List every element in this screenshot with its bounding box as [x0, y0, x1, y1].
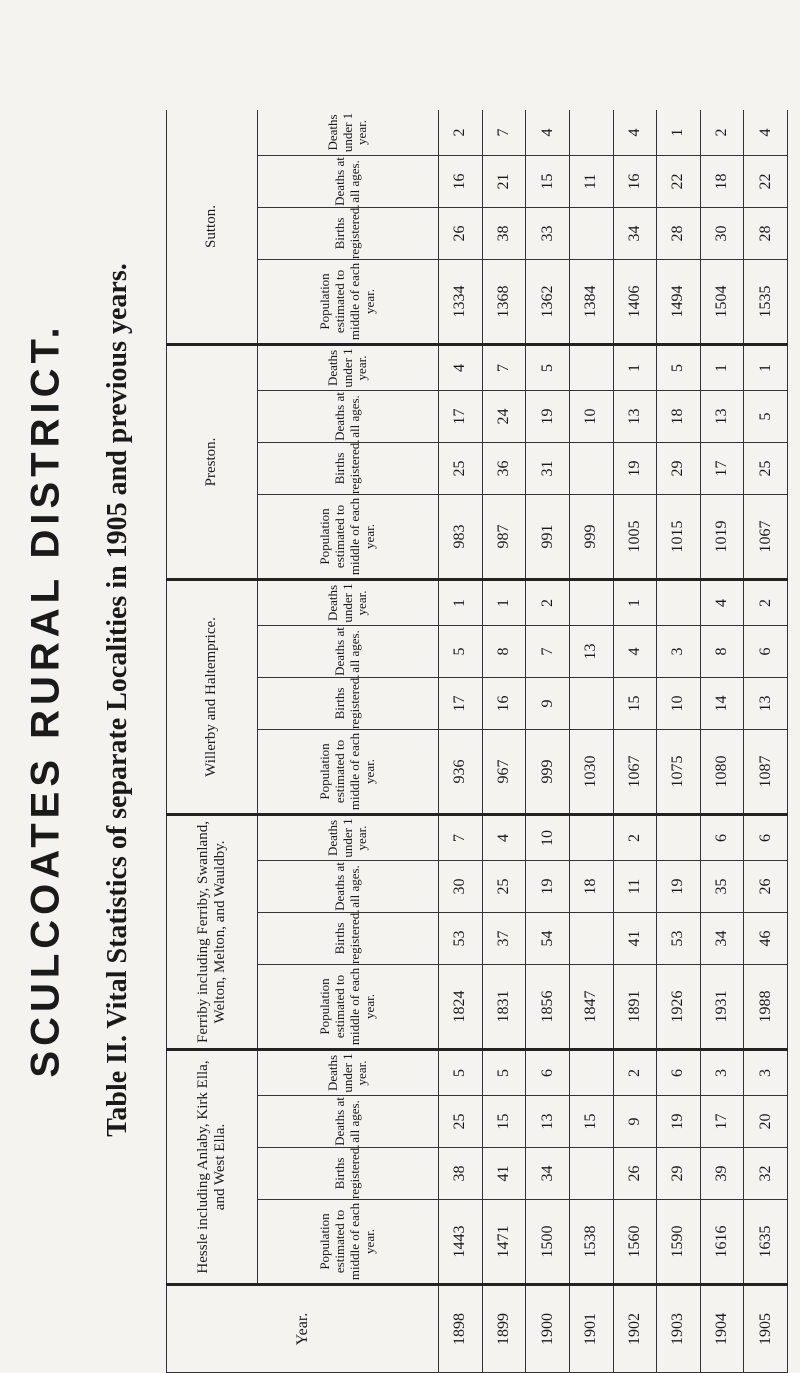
table-cell: 1635	[744, 1200, 788, 1285]
table-cell: 29	[657, 442, 701, 494]
year-cell: 1902	[613, 1285, 657, 1373]
table-cell: 11	[613, 860, 657, 912]
table-cell: 6	[744, 814, 788, 860]
table-cell: 30	[700, 207, 744, 259]
table-cell: 1856	[526, 964, 570, 1049]
column-header: Deaths at all ages.	[258, 860, 439, 912]
table-cell: 15	[526, 155, 570, 207]
table-cell	[569, 110, 613, 155]
year-cell: 1903	[657, 1285, 701, 1373]
table-cell: 15	[613, 677, 657, 729]
table-cell: 1	[439, 579, 483, 625]
column-header: Population estimated to middle of each year.	[258, 494, 439, 579]
table-cell: 4	[439, 344, 483, 390]
table-cell: 38	[439, 1148, 483, 1200]
table-cell: 967	[482, 729, 526, 814]
column-header: Deaths under 1 year.	[258, 344, 439, 390]
table-cell: 4	[613, 110, 657, 155]
table-cell: 1504	[700, 259, 744, 344]
table-cell: 3	[700, 1049, 744, 1095]
table-cell: 25	[744, 442, 788, 494]
column-header: Deaths under 1 year.	[258, 1049, 439, 1095]
locality-header: Willerby and Haltemprice.	[167, 579, 258, 814]
table-cell: 1616	[700, 1200, 744, 1285]
year-cell: 1905	[744, 1285, 788, 1373]
table-cell: 5	[744, 390, 788, 442]
locality-header-row	[167, 110, 258, 1373]
table-cell: 8	[700, 625, 744, 677]
table-cell	[569, 344, 613, 390]
table-cell: 26	[613, 1148, 657, 1200]
table-cell: 1590	[657, 1200, 701, 1285]
column-header: Deaths at all ages.	[258, 625, 439, 677]
table-cell: 33	[526, 207, 570, 259]
table-cell: 38	[482, 207, 526, 259]
table-cell: 29	[657, 1148, 701, 1200]
table-cell: 5	[482, 1049, 526, 1095]
table-cell: 17	[700, 1096, 744, 1148]
table-cell: 2	[439, 110, 483, 155]
table-cell: 13	[569, 625, 613, 677]
table-body	[439, 110, 788, 1373]
table-cell: 13	[744, 677, 788, 729]
table-cell: 18	[657, 390, 701, 442]
table-cell: 1535	[744, 259, 788, 344]
table-cell: 7	[439, 814, 483, 860]
table-cell: 14	[700, 677, 744, 729]
column-header: Births registered.	[258, 442, 439, 494]
locality-header: Ferriby including Ferriby, Swanland, Welton, Melton, and Wauldby.	[167, 814, 258, 1049]
table-cell: 16	[439, 155, 483, 207]
table-cell: 53	[439, 912, 483, 964]
table-cell: 35	[700, 860, 744, 912]
table-cell: 1	[657, 110, 701, 155]
vital-statistics-table	[166, 110, 788, 1373]
table-cell: 1067	[613, 729, 657, 814]
table-cell: 17	[439, 390, 483, 442]
table-cell: 15	[482, 1096, 526, 1148]
table-cell	[569, 677, 613, 729]
column-header: Population estimated to middle of each year.	[258, 964, 439, 1049]
table-cell: 999	[526, 729, 570, 814]
table-cell: 41	[613, 912, 657, 964]
table-cell: 26	[744, 860, 788, 912]
table-cell: 5	[657, 344, 701, 390]
table-cell: 16	[613, 155, 657, 207]
table-cell: 2	[744, 579, 788, 625]
table-cell: 28	[744, 207, 788, 259]
table-cell: 19	[613, 442, 657, 494]
table-row	[482, 110, 526, 1373]
table-cell: 1824	[439, 964, 483, 1049]
table-cell: 34	[700, 912, 744, 964]
table-cell	[569, 814, 613, 860]
table-cell: 25	[439, 442, 483, 494]
table-cell: 25	[439, 1096, 483, 1148]
main-title: SCULCOATES RURAL DISTRICT.	[23, 322, 68, 1078]
table-cell: 1931	[700, 964, 744, 1049]
table-cell: 5	[439, 1049, 483, 1095]
table-cell: 1538	[569, 1200, 613, 1285]
table-cell: 4	[526, 110, 570, 155]
table-cell: 19	[657, 860, 701, 912]
table-cell: 1015	[657, 494, 701, 579]
rotated-table-frame	[166, 110, 788, 1373]
table-cell: 1	[700, 344, 744, 390]
table-cell: 7	[482, 110, 526, 155]
table-cell: 1334	[439, 259, 483, 344]
table-cell: 1443	[439, 1200, 483, 1285]
table-row	[700, 110, 744, 1373]
table-row	[657, 110, 701, 1373]
table-cell: 53	[657, 912, 701, 964]
column-header: Births registered.	[258, 207, 439, 259]
year-cell: 1899	[482, 1285, 526, 1373]
column-header: Deaths under 1 year.	[258, 814, 439, 860]
column-header: Population estimated to middle of each year.	[258, 259, 439, 344]
table-cell: 5	[439, 625, 483, 677]
column-header: Births registered.	[258, 912, 439, 964]
table-cell: 37	[482, 912, 526, 964]
table-subtitle: Table II. Vital Statistics of separate Localities in 1905 and previous years.	[102, 263, 133, 1137]
table-cell	[569, 579, 613, 625]
table-cell: 34	[526, 1148, 570, 1200]
table-cell: 8	[482, 625, 526, 677]
year-cell: 1901	[569, 1285, 613, 1373]
table-cell: 6	[700, 814, 744, 860]
table-cell: 1847	[569, 964, 613, 1049]
table-cell: 6	[657, 1049, 701, 1095]
table-cell: 4	[613, 625, 657, 677]
table-cell: 31	[526, 442, 570, 494]
column-header: Deaths at all ages.	[258, 390, 439, 442]
table-cell: 1926	[657, 964, 701, 1049]
table-cell: 6	[526, 1049, 570, 1095]
table-cell: 1988	[744, 964, 788, 1049]
table-cell	[657, 579, 701, 625]
table-cell: 1075	[657, 729, 701, 814]
table-cell	[569, 912, 613, 964]
table-cell: 2	[526, 579, 570, 625]
table-cell: 1067	[744, 494, 788, 579]
table-cell: 20	[744, 1096, 788, 1148]
table-cell: 18	[569, 860, 613, 912]
table-row	[569, 110, 613, 1373]
table-cell: 1	[613, 579, 657, 625]
column-header: Population estimated to middle of each year.	[258, 729, 439, 814]
table-cell: 1500	[526, 1200, 570, 1285]
table-cell: 19	[526, 860, 570, 912]
table-cell: 1	[744, 344, 788, 390]
table-cell: 1	[482, 579, 526, 625]
table-cell: 22	[657, 155, 701, 207]
table-cell: 999	[569, 494, 613, 579]
table-cell: 30	[439, 860, 483, 912]
column-header: Deaths at all ages.	[258, 155, 439, 207]
table-cell: 19	[526, 390, 570, 442]
table-cell: 1019	[700, 494, 744, 579]
table-cell: 1368	[482, 259, 526, 344]
table-row	[613, 110, 657, 1373]
table-cell: 1030	[569, 729, 613, 814]
table-cell: 10	[657, 677, 701, 729]
table-cell: 1471	[482, 1200, 526, 1285]
table-cell: 13	[613, 390, 657, 442]
year-cell: 1900	[526, 1285, 570, 1373]
table-cell: 16	[482, 677, 526, 729]
table-cell: 2	[613, 1049, 657, 1095]
table-cell: 936	[439, 729, 483, 814]
year-cell: 1898	[439, 1285, 483, 1373]
column-header: Deaths under 1 year.	[258, 110, 439, 155]
table-cell: 13	[700, 390, 744, 442]
table-cell: 1494	[657, 259, 701, 344]
column-header: Deaths at all ages.	[258, 1096, 439, 1148]
table-cell: 4	[744, 110, 788, 155]
table-cell: 13	[526, 1096, 570, 1148]
table-cell: 9	[526, 677, 570, 729]
table-cell: 10	[526, 814, 570, 860]
table-row	[439, 110, 483, 1373]
table-cell: 19	[657, 1096, 701, 1148]
table-cell: 21	[482, 155, 526, 207]
table-cell	[569, 207, 613, 259]
table-cell: 32	[744, 1148, 788, 1200]
table-cell: 15	[569, 1096, 613, 1148]
table-cell: 2	[700, 110, 744, 155]
table-cell: 1560	[613, 1200, 657, 1285]
table-cell: 22	[744, 155, 788, 207]
column-header: Births registered.	[258, 677, 439, 729]
table-cell: 24	[482, 390, 526, 442]
table-cell: 1384	[569, 259, 613, 344]
table-cell: 1	[613, 344, 657, 390]
table-cell: 4	[700, 579, 744, 625]
table-cell: 7	[482, 344, 526, 390]
table-cell: 2	[613, 814, 657, 860]
table-cell: 1087	[744, 729, 788, 814]
table-cell: 36	[482, 442, 526, 494]
table-row	[526, 110, 570, 1373]
table-cell: 1406	[613, 259, 657, 344]
table-cell: 1891	[613, 964, 657, 1049]
table-cell: 34	[613, 207, 657, 259]
table-cell: 3	[657, 625, 701, 677]
table-cell: 11	[569, 155, 613, 207]
table-cell: 991	[526, 494, 570, 579]
table-cell: 18	[700, 155, 744, 207]
table-cell: 7	[526, 625, 570, 677]
table-cell	[569, 1049, 613, 1095]
table-cell	[569, 1148, 613, 1200]
year-cell: 1904	[700, 1285, 744, 1373]
table-cell	[657, 814, 701, 860]
locality-header: Sutton.	[167, 110, 258, 344]
table-cell: 17	[700, 442, 744, 494]
table-cell: 1080	[700, 729, 744, 814]
table-cell: 26	[439, 207, 483, 259]
locality-header: Hessle including Anlaby, Kirk Ella, and West Ella.	[167, 1049, 258, 1284]
table-cell: 54	[526, 912, 570, 964]
table-container	[166, 110, 788, 1373]
table-cell	[569, 442, 613, 494]
table-cell: 987	[482, 494, 526, 579]
year-column-header: Year.	[167, 1285, 439, 1373]
table-cell: 6	[744, 625, 788, 677]
table-cell: 17	[439, 677, 483, 729]
table-cell: 3	[744, 1049, 788, 1095]
locality-header: Preston.	[167, 344, 258, 579]
table-cell: 46	[744, 912, 788, 964]
table-row	[744, 110, 788, 1373]
table-cell: 5	[526, 344, 570, 390]
table-cell: 1362	[526, 259, 570, 344]
column-header: Deaths under 1 year.	[258, 579, 439, 625]
table-cell: 4	[482, 814, 526, 860]
table-cell: 41	[482, 1148, 526, 1200]
column-header: Births registered.	[258, 1148, 439, 1200]
column-header-row	[258, 110, 439, 1373]
column-header: Population estimated to middle of each year.	[258, 1200, 439, 1285]
table-cell: 25	[482, 860, 526, 912]
table-cell: 39	[700, 1148, 744, 1200]
table-cell: 983	[439, 494, 483, 579]
table-cell: 1831	[482, 964, 526, 1049]
table-cell: 9	[613, 1096, 657, 1148]
table-cell: 10	[569, 390, 613, 442]
table-cell: 1005	[613, 494, 657, 579]
table-cell: 28	[657, 207, 701, 259]
